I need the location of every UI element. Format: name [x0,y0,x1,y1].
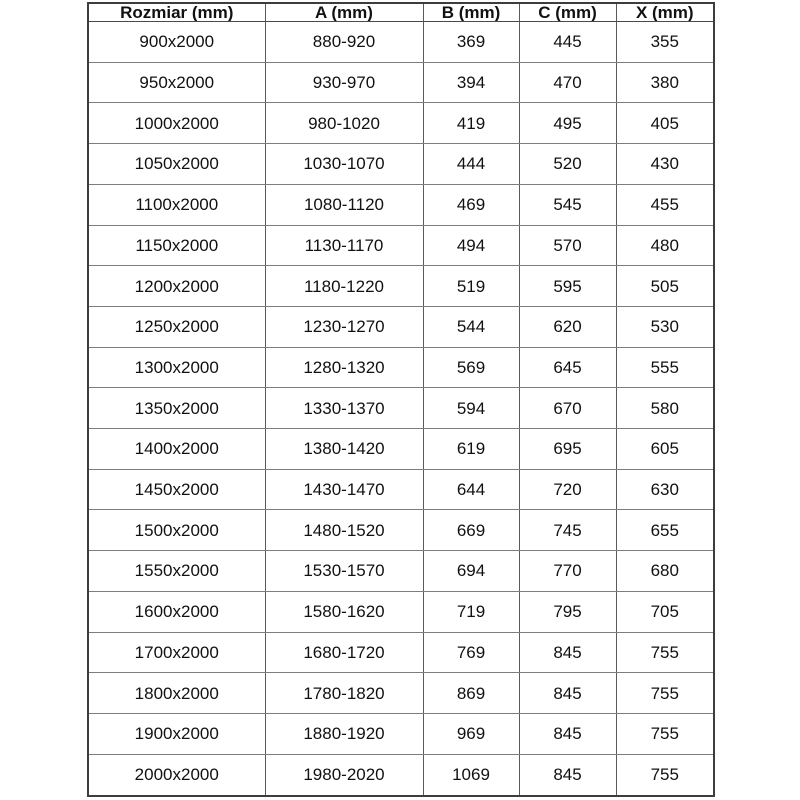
table-cell: 1230-1270 [265,306,423,347]
header-row [88,3,714,22]
table-cell: 355 [616,22,714,63]
table-cell: 1300x2000 [88,347,265,388]
table-cell: 605 [616,429,714,470]
column-header-c: C (mm) [519,3,616,22]
table-cell: 620 [519,306,616,347]
table-row [88,673,714,714]
table-cell: 655 [616,510,714,551]
table-cell: 900x2000 [88,22,265,63]
table-cell: 950x2000 [88,62,265,103]
table-row [88,469,714,510]
table-cell: 644 [423,469,519,510]
table-row [88,266,714,307]
table-cell: 670 [519,388,616,429]
table-cell: 1380-1420 [265,429,423,470]
table-cell: 845 [519,673,616,714]
table-cell: 369 [423,22,519,63]
table-cell: 930-970 [265,62,423,103]
table-cell: 545 [519,184,616,225]
table-cell: 745 [519,510,616,551]
table-cell: 480 [616,225,714,266]
table-cell: 1200x2000 [88,266,265,307]
table-cell: 669 [423,510,519,551]
table-row [88,713,714,754]
table-cell: 755 [616,632,714,673]
table-cell: 1250x2000 [88,306,265,347]
size-table-container [87,0,713,797]
table-cell: 1500x2000 [88,510,265,551]
column-header-x: X (mm) [616,3,714,22]
column-header-b: B (mm) [423,3,519,22]
table-cell: 1350x2000 [88,388,265,429]
table-cell: 594 [423,388,519,429]
table-row [88,306,714,347]
table-cell: 1530-1570 [265,551,423,592]
table-cell: 695 [519,429,616,470]
table-cell: 1880-1920 [265,713,423,754]
table-row [88,184,714,225]
table-cell: 380 [616,62,714,103]
table-cell: 755 [616,754,714,796]
table-cell: 419 [423,103,519,144]
table-cell: 1800x2000 [88,673,265,714]
table-row [88,22,714,63]
table-cell: 1900x2000 [88,713,265,754]
table-cell: 845 [519,713,616,754]
table-cell: 1780-1820 [265,673,423,714]
table-row [88,62,714,103]
table-cell: 969 [423,713,519,754]
table-cell: 469 [423,184,519,225]
table-cell: 580 [616,388,714,429]
table-cell: 595 [519,266,616,307]
table-cell: 1030-1070 [265,144,423,185]
table-row [88,551,714,592]
column-header-rozmiar: Rozmiar (mm) [88,3,265,22]
table-cell: 1430-1470 [265,469,423,510]
table-cell: 1069 [423,754,519,796]
table-cell: 2000x2000 [88,754,265,796]
table-cell: 980-1020 [265,103,423,144]
table-cell: 495 [519,103,616,144]
table-cell: 394 [423,62,519,103]
table-cell: 1130-1170 [265,225,423,266]
table-cell: 1550x2000 [88,551,265,592]
table-cell: 705 [616,591,714,632]
table-cell: 530 [616,306,714,347]
table-cell: 619 [423,429,519,470]
table-cell: 719 [423,591,519,632]
table-cell: 1980-2020 [265,754,423,796]
table-cell: 755 [616,713,714,754]
table-cell: 880-920 [265,22,423,63]
table-cell: 694 [423,551,519,592]
table-row [88,754,714,796]
table-cell: 544 [423,306,519,347]
table-row [88,510,714,551]
table-cell: 1330-1370 [265,388,423,429]
column-header-a: A (mm) [265,3,423,22]
table-cell: 845 [519,632,616,673]
table-cell: 569 [423,347,519,388]
table-cell: 770 [519,551,616,592]
table-cell: 1600x2000 [88,591,265,632]
table-cell: 645 [519,347,616,388]
table-cell: 455 [616,184,714,225]
table-cell: 505 [616,266,714,307]
table-cell: 470 [519,62,616,103]
table-row [88,225,714,266]
table-cell: 720 [519,469,616,510]
table-row [88,388,714,429]
table-row [88,591,714,632]
table-cell: 405 [616,103,714,144]
table-row [88,429,714,470]
table-cell: 1180-1220 [265,266,423,307]
table-cell: 869 [423,673,519,714]
table-cell: 755 [616,673,714,714]
table-cell: 1580-1620 [265,591,423,632]
table-cell: 1480-1520 [265,510,423,551]
table-cell: 555 [616,347,714,388]
table-cell: 1680-1720 [265,632,423,673]
table-cell: 795 [519,591,616,632]
table-cell: 520 [519,144,616,185]
table-cell: 570 [519,225,616,266]
table-cell: 444 [423,144,519,185]
table-cell: 1280-1320 [265,347,423,388]
table-cell: 1700x2000 [88,632,265,673]
table-row [88,632,714,673]
table-cell: 1150x2000 [88,225,265,266]
table-row [88,144,714,185]
table-cell: 1400x2000 [88,429,265,470]
table-cell: 1050x2000 [88,144,265,185]
table-row [88,103,714,144]
table-cell: 1100x2000 [88,184,265,225]
table-cell: 519 [423,266,519,307]
table-cell: 1000x2000 [88,103,265,144]
table-cell: 680 [616,551,714,592]
table-cell: 630 [616,469,714,510]
table-row [88,347,714,388]
table-cell: 1080-1120 [265,184,423,225]
table-cell: 494 [423,225,519,266]
size-table [87,2,715,797]
table-cell: 845 [519,754,616,796]
table-cell: 430 [616,144,714,185]
table-cell: 769 [423,632,519,673]
table-cell: 445 [519,22,616,63]
table-cell: 1450x2000 [88,469,265,510]
